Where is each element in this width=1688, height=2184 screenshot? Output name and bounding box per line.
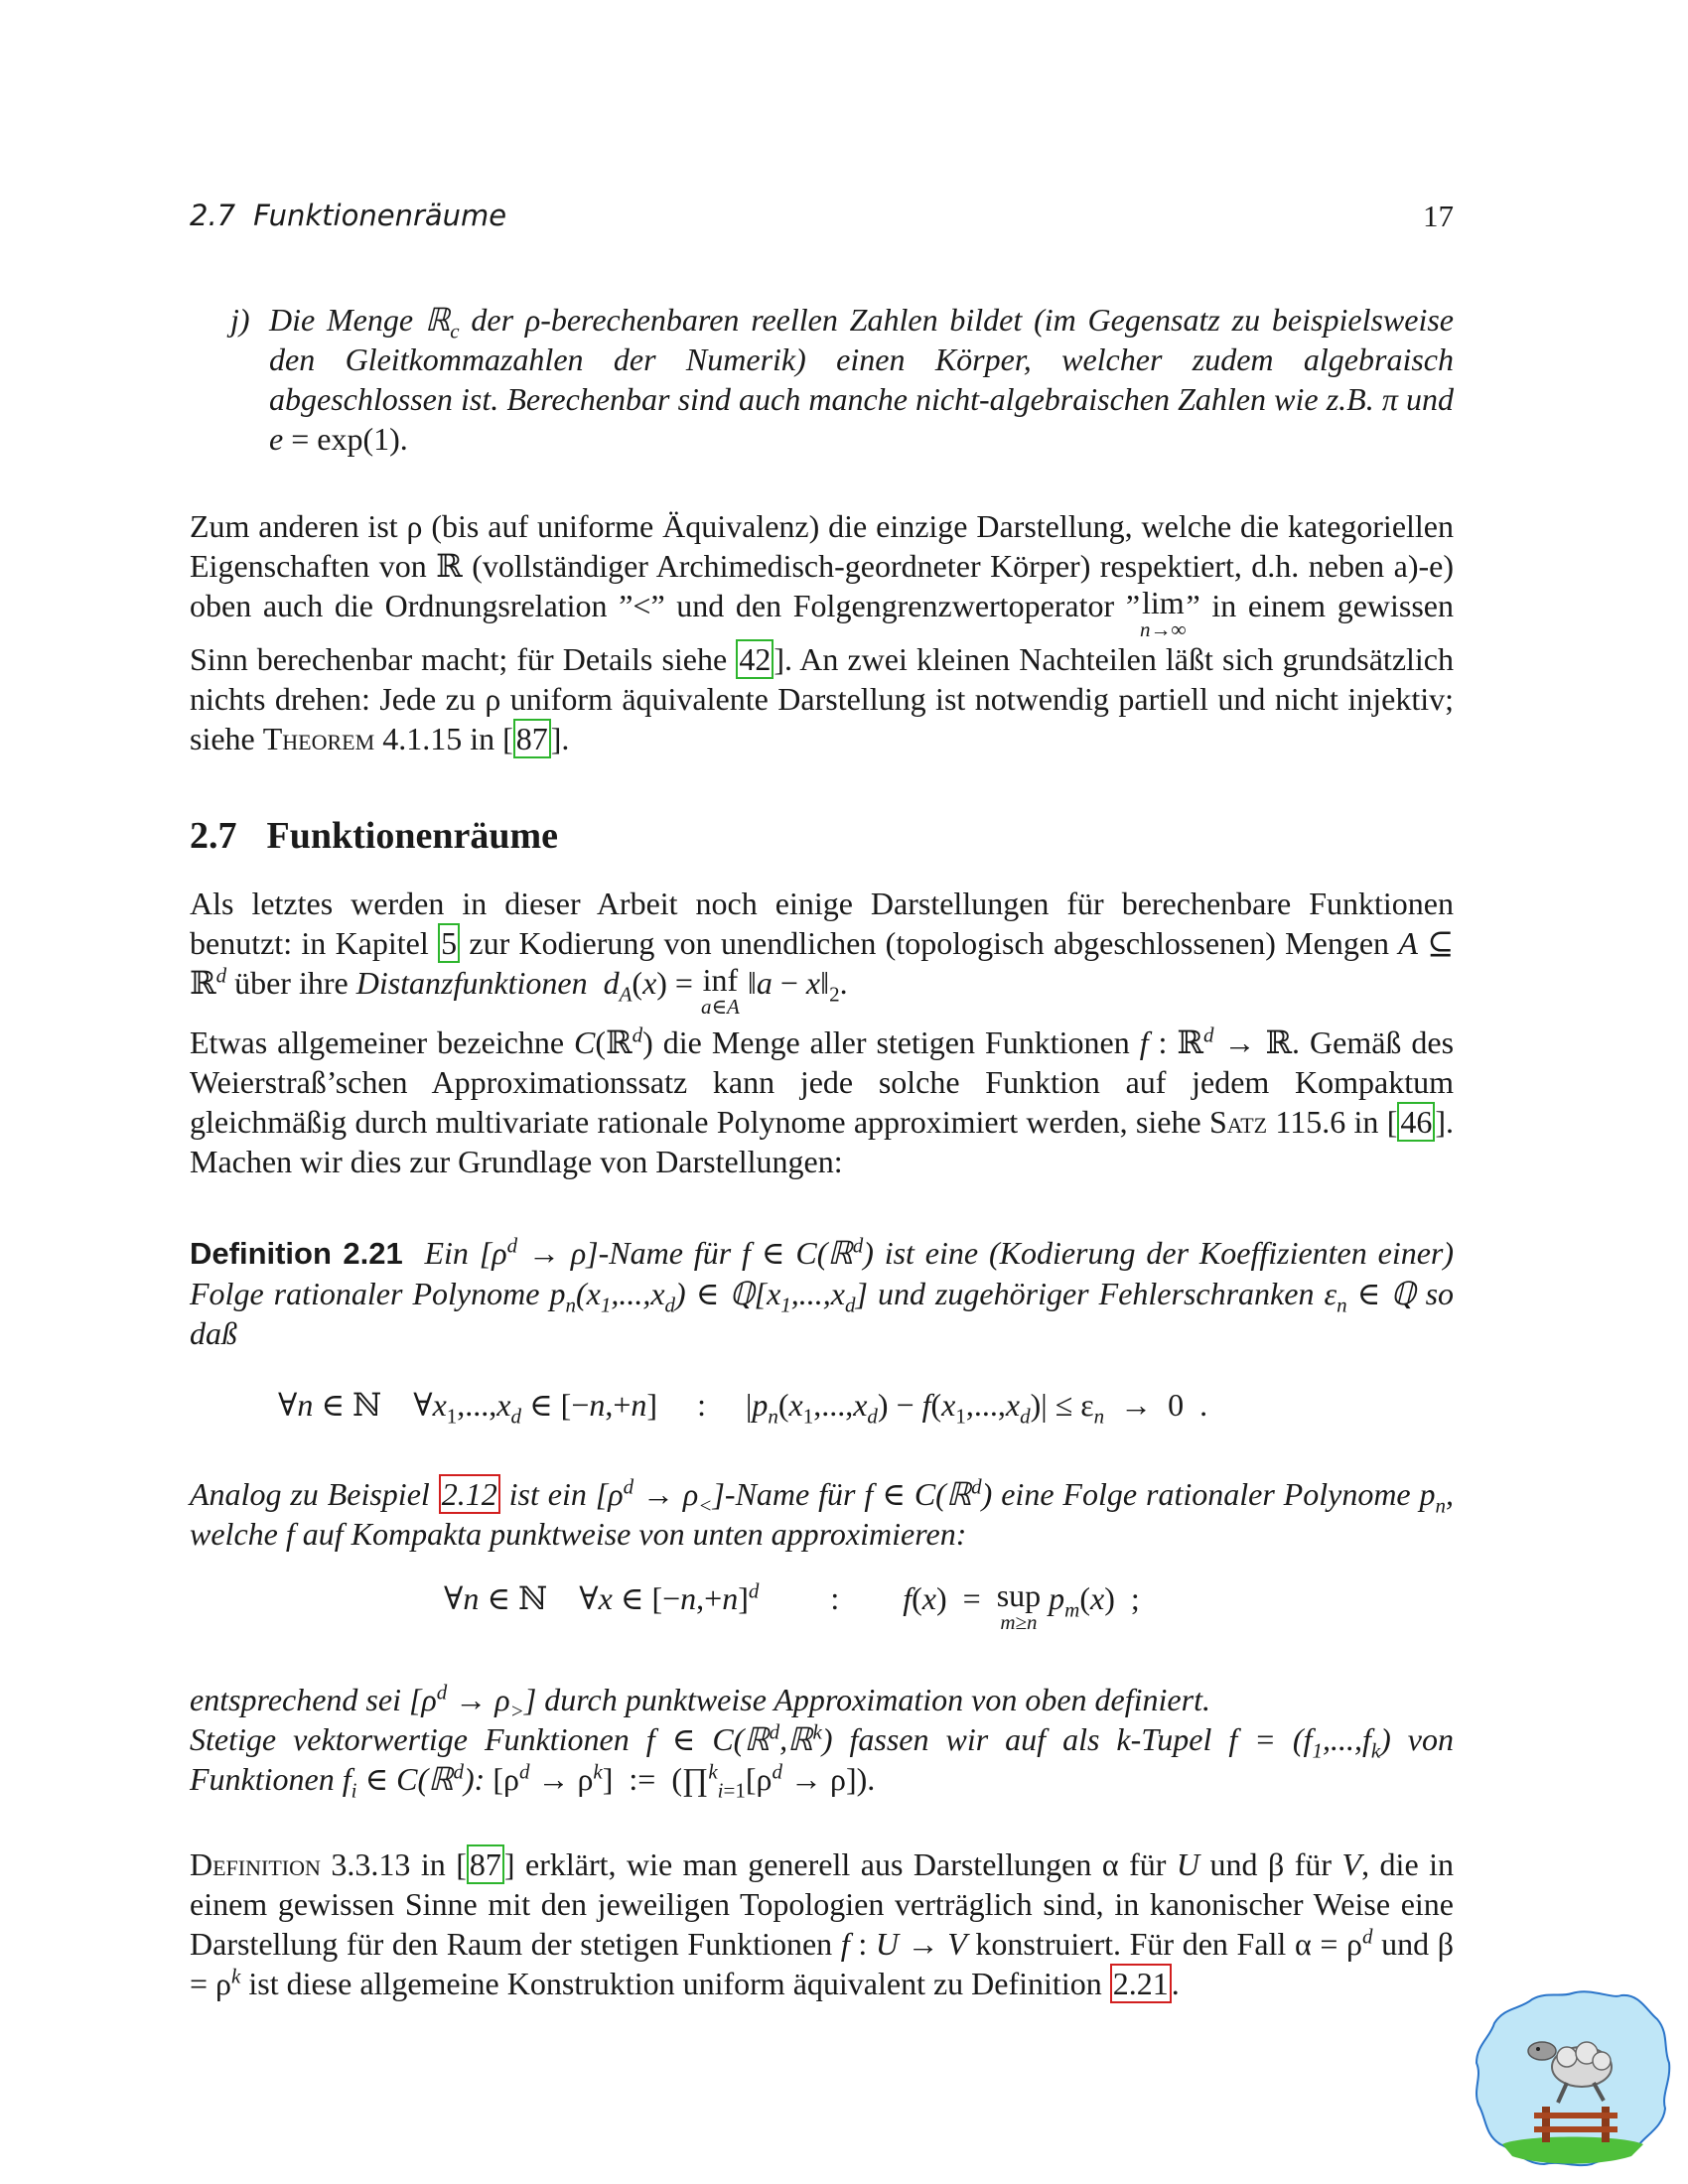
definition-2-21 xyxy=(190,1233,1454,1353)
list-item-text: Die Menge ℝ$_c$ der ρ-berechenbaren reellen Zahlen bildet (im Gegensatz zu beispielsweise den Gleitkommazahlen der Numerik) einen Körper, welcher zudem algebraisch abgeschlossen ist. Berechenbar sind auch manche nicht-algebraischen Zahlen wie z.B. π und e = exp(1). xyxy=(269,302,1455,457)
page-number: 17 xyxy=(1423,199,1454,233)
list-item-label: j) xyxy=(230,302,250,338)
paragraph-after-formula: entsprechend sei $[\rho^d \to \rho_>]$ durch punktweise Approximation von oben definiert. Stetige vektorwertige Funktionen f ∈ C(ℝ$^d$,ℝ$^k$) fassen wir auf als k-Tupel $f = (f_1,...,f_k)$ von Funktionen $f_i$ ∈ C(ℝ$^d$): $[\rho^d \to \rho^k]$ := $(\prod^k_{i=1}[\rho^d \to \rho])$. xyxy=(190,1680,1455,1803)
running-header-section xyxy=(190,199,506,232)
formula-pointwise-sup: ∀n ∈ ℕ ∀x ∈ $[-n,+n]^d$ : f(x) = sup m≥n $p_m(x)$ ; xyxy=(444,1577,1140,1634)
paragraph-section-2: Etwas allgemeiner bezeichne C(ℝ$^d$) die Menge aller stetigen Funktionen f : ℝ$^d$ → ℝ. Gemäß des Weierstraß’schen Approximationssatz kann jede solche Funktion auf jedem Kompaktum gleichmäßig durch multivariate rationale Polynome approximiert werden, siehe Satz 115.6 in [46]. Machen wir dies zur Grundlage von Darstellungen: xyxy=(190,1023,1455,1179)
definition-text: Ein [$\rho^d$ → ρ]-Name für f ∈ C(ℝ$^d$) ist eine (Kodierung der Koeffizienten einer) Folge rationaler Polynome $p_n(x_1,...,x_d)$ ∈ $ℚ[x_1,...,x_d]$ und zugehöriger Fehlerschranken $\varepsilon_n$ ∈ ℚ so daß xyxy=(190,1233,1455,1351)
sheep-on-fence-icon xyxy=(1473,1985,1671,2169)
paragraph-final: Definition 3.3.13 in [87] erklärt, wie man generell aus Darstellungen α für U und β für V, die in einem gewissen Sinne mit den jeweiligen Topologien verträglich sind, in kanonischer Weise eine Darstellung für den Raum der stetigen Funktionen f : U → V konstruiert. Für den Fall $\alpha = \rho^d$ und $\beta = \rho^k$ ist diese allgemeine Konstruktion uniform äquivalent zu Definition 2.21. xyxy=(190,1846,1455,2001)
paragraph-analog: Analog zu Beispiel 2.12 ist ein [$\rho^d$ → $\rho_<$]-Name für f ∈ C(ℝ$^d$) eine Folge rationaler Polynome $p_n$, welche f auf Kompakta punktweise von unten approximieren: xyxy=(190,1474,1455,1552)
paragraph-intro: Zum anderen ist ρ (bis auf uniforme Äquivalenz) die einzige Darstellung, welche die kategoriellen Eigenschaften von ℝ (vollständiger Archimedisch-geordneter Körper) respektiert, d.h. neben a)-e) oben auch die Ordnungsrelation ”<” und den Folgengrenzwertoperator ”lim n→∞ ” in einem gewissen Sinn berechenbar macht; für Details siehe 42]. An zwei kleinen Nachteilen läßt sich grundsätzlich nichts drehen: Jede zu ρ uniform äquivalente Darstellung ist notwendig partiell und nicht injektiv; siehe Theorem 4.1.15 in [87]. xyxy=(190,508,1455,756)
section-heading xyxy=(190,814,558,858)
running-header xyxy=(190,199,1454,238)
formula-uniform-approximation: ∀n ∈ ℕ $\forall x_1,...,x_d$ ∈ [−n,+n] : $|p_n(x_1,...,x_d) - f(x_1,...,x_d)| \le \varepsilon_n \to 0$ . xyxy=(278,1387,1208,1429)
running-header-number: 2.7 xyxy=(190,199,236,232)
definition-heading: Definition 2.21 xyxy=(190,1236,403,1271)
section-title: Funktionenräume xyxy=(266,815,558,857)
running-header-title: Funktionenräume xyxy=(253,199,507,232)
section-number: 2.7 xyxy=(190,815,237,857)
list-item-j xyxy=(230,300,1454,459)
paragraph-section-1: Als letztes werden in dieser Arbeit noch einige Darstellungen für berechenbare Funktionen benutzt: in Kapitel 5 zur Kodierung von unendlichen (topologisch abgeschlossenen) Mengen A ⊆ ℝ$^d$ über ihre Distanzfunktionen $d_A(x)$ = inf a∈A ‖a − $x‖_2$. xyxy=(190,886,1455,1019)
